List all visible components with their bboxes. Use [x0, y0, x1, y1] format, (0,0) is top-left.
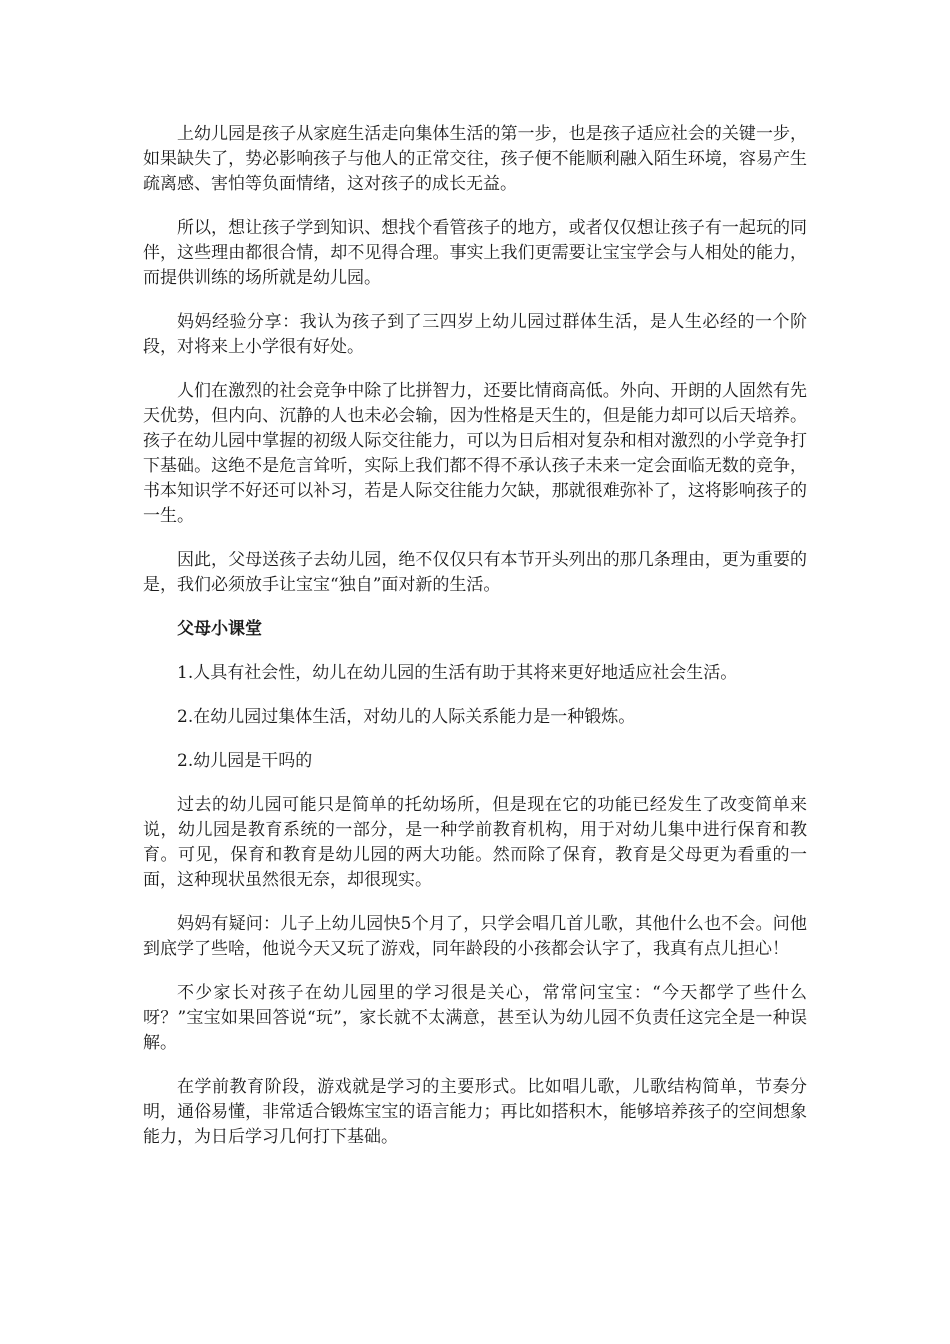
paragraph-7: 妈妈有疑问：儿子上幼儿园快5个月了，只学会唱几首儿歌，其他什么也不会。问他到底学了些啥，他说今天又玩了游戏，同年龄段的小孩都会认字了，我真有点儿担心！ — [143, 914, 807, 959]
document-body — [143, 122, 807, 1169]
paragraph-2: 所以，想让孩子学到知识、想找个看管孩子的地方，或者仅仅想让孩子有一起玩的同伴，这些理由都很合情，却不见得合理。事实上我们更需要让宝宝学会与人相处的能力，而提供训练的场所就是幼儿园。 — [143, 218, 807, 288]
paragraph-8: 不少家长对孩子在幼儿园里的学习很是关心，常常问宝宝：“今天都学了些什么呀？”宝宝如果回答说“玩”，家长就不太满意，甚至认为幼儿园不负责任这完全是一种误解。 — [143, 983, 807, 1053]
paragraph-6: 过去的幼儿园可能只是简单的托幼场所，但是现在它的功能已经发生了改变简单来说，幼儿园是教育系统的一部分，是一种学前教育机构，用于对幼儿集中进行保育和教育。可见，保育和教育是幼儿园的两大功能。然而除了保育，教育是父母更为看重的一面，这种现状虽然很无奈，却很现实。 — [143, 795, 807, 890]
paragraph-4: 人们在激烈的社会竞争中除了比拼智力，还要比情商高低。外向、开朗的人固然有先天优势，但内向、沉静的人也未必会输，因为性格是天生的，但是能力却可以后天培养。孩子在幼儿园中掌握的初级人际交往能力，可以为日后相对复杂和相对激烈的小学竞争打下基础。这绝不是危言耸听，实际上我们都不得不承认孩子未来一定会面临无数的竞争，书本知识学不好还可以补习，若是人际交往能力欠缺，那就很难弥补了，这将影响孩子的一生。 — [143, 381, 807, 526]
paragraph-1: 上幼儿园是孩子从家庭生活走向集体生活的第一步，也是孩子适应社会的关键一步，如果缺失了，势必影响孩子与他人的正常交往，孩子便不能顺利融入陌生环境，容易产生疏离感、害怕等负面情绪，这对孩子的成长无益。 — [143, 124, 807, 194]
list-item-1: 1.人具有社会性，幼儿在幼儿园的生活有助于其将来更好地适应社会生活。 — [177, 663, 738, 683]
list-item-3: 2.幼儿园是干吗的 — [177, 751, 313, 771]
list-item-2: 2.在幼儿园过集体生活，对幼儿的人际关系能力是一种锻炼。 — [177, 707, 636, 727]
paragraph-5: 因此，父母送孩子去幼儿园，绝不仅仅只有本节开头列出的那几条理由，更为重要的是，我们必须放手让宝宝“独自”面对新的生活。 — [143, 550, 807, 595]
section-heading: 父母小课堂 — [177, 619, 262, 639]
paragraph-3: 妈妈经验分享：我认为孩子到了三四岁上幼儿园过群体生活，是人生必经的一个阶段，对将来上小学很有好处。 — [143, 312, 807, 357]
paragraph-9: 在学前教育阶段，游戏就是学习的主要形式。比如唱儿歌，儿歌结构简单，节奏分明，通俗易懂，非常适合锻炼宝宝的语言能力；再比如搭积木，能够培养孩子的空间想象能力，为日后学习几何打下基础。 — [143, 1077, 807, 1147]
